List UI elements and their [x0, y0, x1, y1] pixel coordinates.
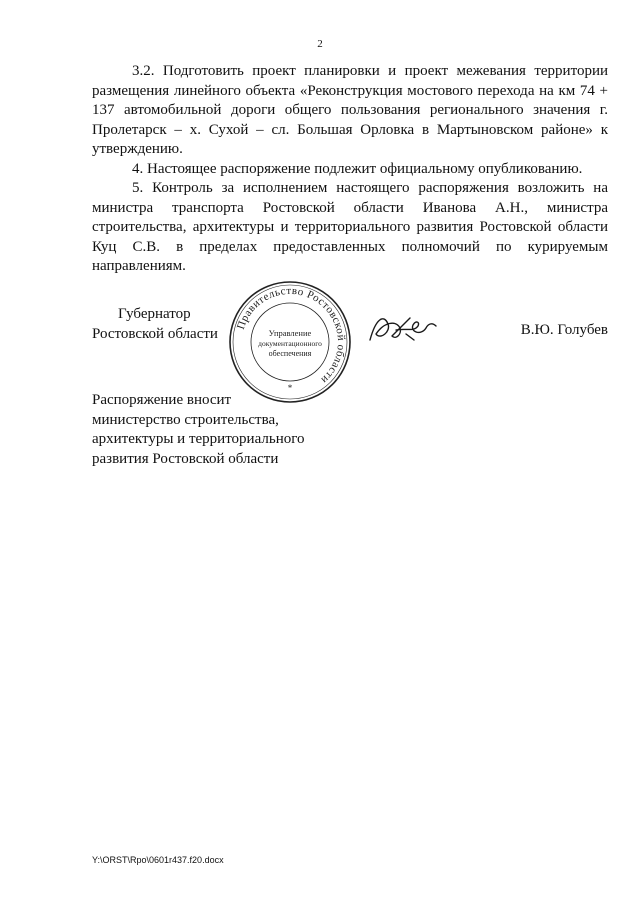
- handwritten-signature: [366, 310, 446, 350]
- seal-star: *: [287, 383, 293, 393]
- governor-title-line2: Ростовской области: [92, 325, 218, 342]
- paragraph-5: 5. Контроль за исполнением настоящего распоряжения возложить на министра транспорта Ростовской области Иванова А.Н., министра строительства, архитектуры и территориального развития Ростовской области Куц С.В. в пределах предоставленных полномочий по курируемым направлениям.: [92, 180, 608, 274]
- submitted-by-block: [92, 391, 352, 469]
- submitted-by-line2: министерство строительства,: [92, 411, 279, 428]
- signer-name: В.Ю. Голубев: [520, 322, 608, 338]
- governor-title-line1: Губернатор: [118, 306, 191, 322]
- file-path-footer: Y:\ORST\Rpo\0601r437.f20.docx: [92, 855, 224, 865]
- submitted-by-line4: развития Ростовской области: [92, 450, 279, 467]
- paragraph-3-2: 3.2. Подготовить проект планировки и проект межевания территории размещения линейного объекта «Реконструкция мостового перехода на км 74 + 137 автомобильной дороги общего пользования регионального значения г. Пролетарск – х. Сухой – сл. Большая Орловка в Мартыновском районе» к утверждению.: [92, 63, 608, 157]
- submitted-by-line3: архитектуры и территориального: [92, 431, 305, 447]
- signature-block: [92, 284, 608, 395]
- submitted-by-line1: Распоряжение вносит: [92, 392, 232, 408]
- seal-center-line2: документационного: [258, 339, 322, 348]
- seal-center-line3: обеспечения: [268, 349, 312, 358]
- governor-title: [92, 305, 218, 344]
- official-seal-stamp: [228, 280, 352, 404]
- seal-ring-text: Правительство Ростовской области: [234, 284, 348, 387]
- seal-center-line1: Управление: [268, 328, 312, 338]
- document-body: [92, 62, 608, 277]
- page-number: 2: [317, 38, 323, 50]
- paragraph-4: 4. Настоящее распоряжение подлежит официальному опубликованию.: [132, 160, 583, 177]
